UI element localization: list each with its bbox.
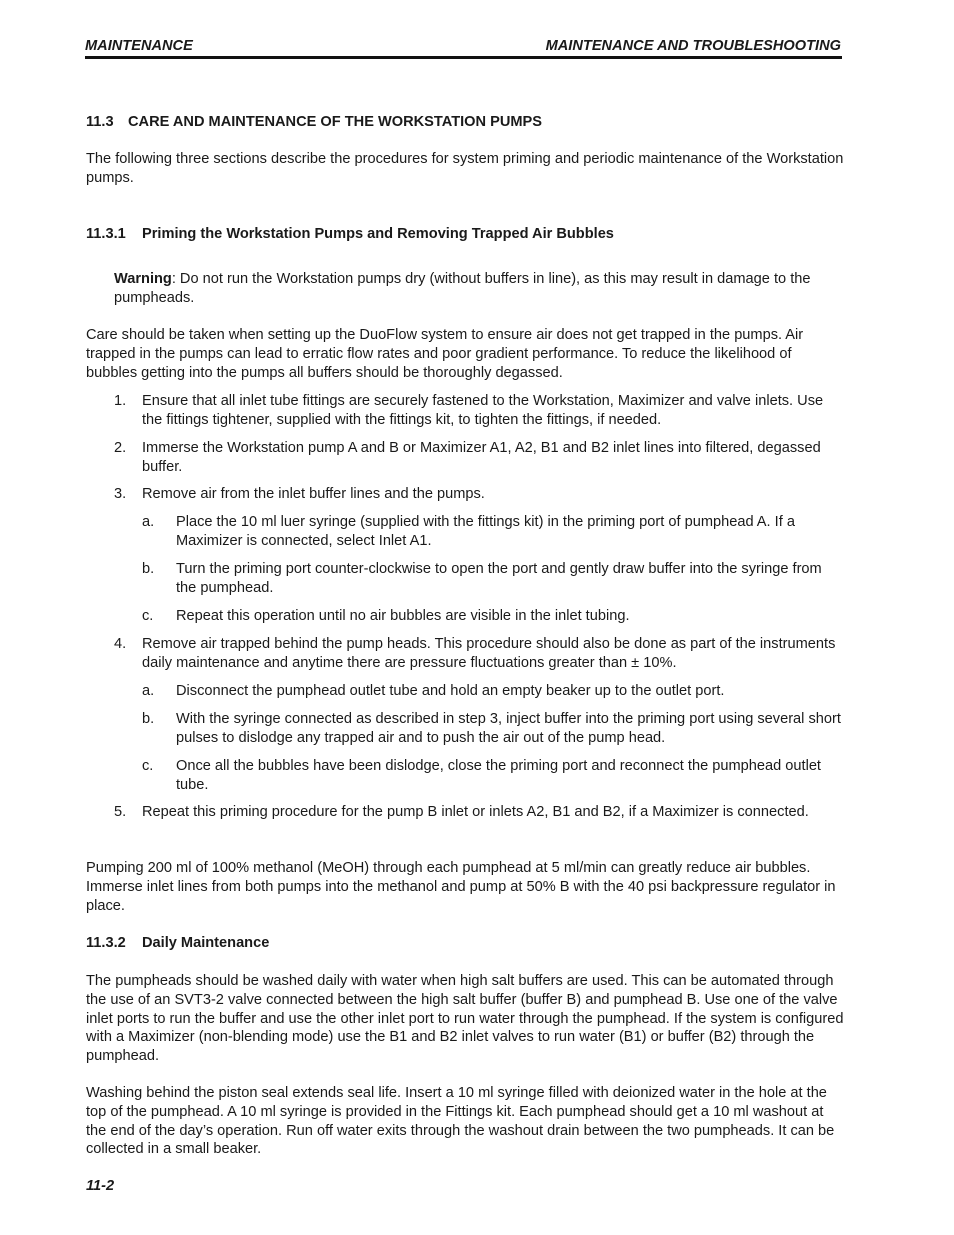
daily-paragraph-2: Washing behind the piston seal extends seal life. Insert a 10 ml syringe filled with deionized water in the hole at the top of the pumphead. A 10 ml syringe is provided in the Fittings kit. Each pumphead should get a 10 ml washout at the end of the day’s operation. Run off water exits through the washout drain between the two pumpheads. It can be collected in a small beaker. xyxy=(86,1085,835,1158)
substep-text: Disconnect the pumphead outlet tube and hold an empty beaker up to the outlet port. xyxy=(176,683,725,699)
subsection-title-1: Priming the Workstation Pumps and Removing Trapped Air Bubbles xyxy=(142,226,614,242)
header-left: MAINTENANCE xyxy=(85,38,193,54)
warning-note xyxy=(114,270,846,308)
subsection-heading-2 xyxy=(86,934,269,952)
section-number: 11.3 xyxy=(86,114,114,130)
daily-paragraph-1: The pumpheads should be washed daily with water when high salt buffers are used. This can be automated through the use of an SVT3-2 valve connected between the high salt buffer (buffer B) and pumphead B. Use one of the valve inlet ports to run the buffer and use the other inlet port to run water through the pumphead. If the system is configured with a Maximizer (non-blending mode) use the B1 and B2 inlet valves to run water (B1) or buffer (B2) through the pumphead. xyxy=(86,973,844,1065)
section-title: CARE AND MAINTENANCE OF THE WORKSTATION PUMPS xyxy=(128,114,543,130)
header-rule xyxy=(85,56,842,59)
substep-label: b. xyxy=(142,711,155,727)
methanol-paragraph: Pumping 200 ml of 100% methanol (MeOH) through each pumphead at 5 ml/min can greatly reduce air bubbles. Immerse inlet lines from both pumps into the methanol and pump at 50% B with the 40 psi backpressure regulator in place. xyxy=(86,860,836,914)
header-right: MAINTENANCE AND TROUBLESHOOTING xyxy=(545,38,841,54)
list-item xyxy=(114,803,844,822)
warning-label: Warning xyxy=(114,271,172,287)
substep-label: b. xyxy=(142,561,155,577)
section-intro: The following three sections describe the procedures for system priming and periodic maintenance of the Workstation pumps. xyxy=(86,151,844,186)
warning-text: : Do not run the Workstation pumps dry (without buffers in line), as this may result in damage to the pumpheads. xyxy=(114,271,811,306)
subsection-heading-1 xyxy=(86,225,614,243)
priming-paragraph: Care should be taken when setting up the DuoFlow system to ensure air does not get trapped in the pumps. Air trapped in the pumps can lead to erratic flow rates and poor gradient performance. To reduce the likelihood of bubbles getting into the pumps all buffers should be thoroughly degassed. xyxy=(86,327,804,381)
step-text: Repeat this priming procedure for the pump B inlet or inlets A2, B1 and B2, if a Maximizer is connected. xyxy=(142,804,809,820)
substep-label: c. xyxy=(142,608,154,624)
sub-list-item xyxy=(142,710,844,748)
list-item xyxy=(114,439,844,477)
step-text: Remove air from the inlet buffer lines and the pumps. xyxy=(142,486,485,502)
step-label: 1. xyxy=(114,393,127,409)
sub-list-item xyxy=(142,607,844,626)
substep-text: Place the 10 ml luer syringe (supplied with the fittings kit) in the priming port of pumphead A. If a Maximizer is connected, select Inlet A1. xyxy=(176,514,795,549)
substep-text: Once all the bubbles have been dislodge, close the priming port and reconnect the pumphead outlet tube. xyxy=(176,758,821,793)
step-label: 5. xyxy=(114,804,127,820)
sub-list-item xyxy=(142,757,844,795)
sub-list-item xyxy=(142,513,844,551)
sub-list-item xyxy=(142,560,844,598)
substep-text: Repeat this operation until no air bubbles are visible in the inlet tubing. xyxy=(176,608,630,624)
section-heading xyxy=(86,113,542,131)
step-label: 3. xyxy=(114,486,127,502)
sub-list-item xyxy=(142,682,844,701)
subsection-number-1: 11.3.1 xyxy=(86,226,126,242)
subsection-title-2: Daily Maintenance xyxy=(142,935,270,951)
step-text: Remove air trapped behind the pump heads. This procedure should also be done as part of the instruments daily maintenance and anytime there are pressure fluctuations greater than ± 10%. xyxy=(142,636,836,671)
substep-label: a. xyxy=(142,514,155,530)
page-number: 11-2 xyxy=(86,1178,115,1194)
step-label: 2. xyxy=(114,440,127,456)
running-header xyxy=(85,37,841,55)
list-item xyxy=(114,485,844,504)
substep-label: c. xyxy=(142,758,154,774)
list-item xyxy=(114,635,844,673)
list-item xyxy=(114,392,844,430)
step-text: Immerse the Workstation pump A and B or Maximizer A1, A2, B1 and B2 inlet lines into filtered, degassed buffer. xyxy=(142,440,821,475)
step-label: 4. xyxy=(114,636,127,652)
substep-text: With the syringe connected as described in step 3, inject buffer into the priming port using several short pulses to dislodge any trapped air and to push the air out of the pump head. xyxy=(176,711,841,746)
substep-label: a. xyxy=(142,683,155,699)
subsection-number-2: 11.3.2 xyxy=(86,935,126,951)
step-text: Ensure that all inlet tube fittings are securely fastened to the Workstation, Maximizer and valve inlets. Use the fittings tightener, supplied with the fittings kit, to tighten the fittings, if needed. xyxy=(142,393,824,428)
substep-text: Turn the priming port counter-clockwise to open the port and gently draw buffer into the syringe from the pumphead. xyxy=(176,561,822,596)
